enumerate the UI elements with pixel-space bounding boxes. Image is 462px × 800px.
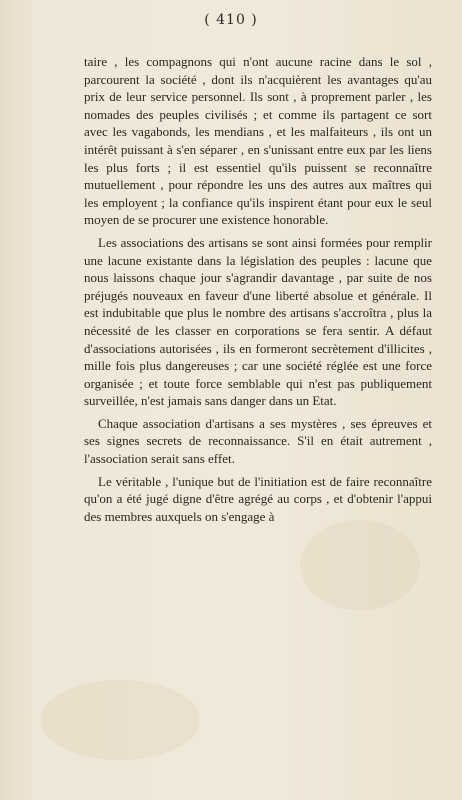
paper-stain xyxy=(300,520,420,610)
paper-stain xyxy=(40,680,200,760)
paragraph: Le véritable , l'unique but de l'initiation est de faire reconnaître qu'on a été jugé digne d'être agrégé au corps , et d'obtenir l'appui des membres auxquels on s'engage à xyxy=(84,473,432,524)
paragraph: taire , les compagnons qui n'ont aucune racine dans le sol , parcourent la société , dont ils n'acquièrent les avantages qu'au prix de leur service personnel. Ils sont , à proprement parler , les nomades des peuples civilisés ; et comme ils partagent ce sort avec les vagabonds, les mendians , et les malfaiteurs , ils ont un intérêt puissant à s'en séparer , en s'unissant entre eux par les liens les plus forts ; il est essentiel qu'ils puissent se reconnaître mutuellement , pour répondre les uns des autres aux maîtres qui les employent ; la confiance qu'ils inspirent étant pour eux le seul moyen de se procurer une existence honorable. xyxy=(84,54,432,228)
page-number: ( 410 ) xyxy=(204,12,258,28)
paragraph: Chaque association d'artisans a ses mystères , ses épreuves et ses signes secrets de reconnaissance. S'il en était autrement , l'association serait sans effet. xyxy=(84,415,432,467)
body-text xyxy=(84,53,432,530)
paragraph: Les associations des artisans se sont ainsi formées pour remplir une lacune existante dans la législation des peuples : lacune que nous laissons chaque jour s'agrandir davantage , par suite de nos préjugés nouveaux en faveur d'une liberté absolue et générale. Il est indubitable que plus le nombre des artisans s'accroîtra , plus la nécessité de les classer en corporations se fera sentir. A défaut d'associations autorisées , ils en formeront secrètement d'illicites , mille fois plus dangereuses ; car une société réglée est une force organisée ; et toute force semblable qui n'est pas publiquement surveillée, n'est jamais sans danger dans un Etat. xyxy=(84,234,432,409)
